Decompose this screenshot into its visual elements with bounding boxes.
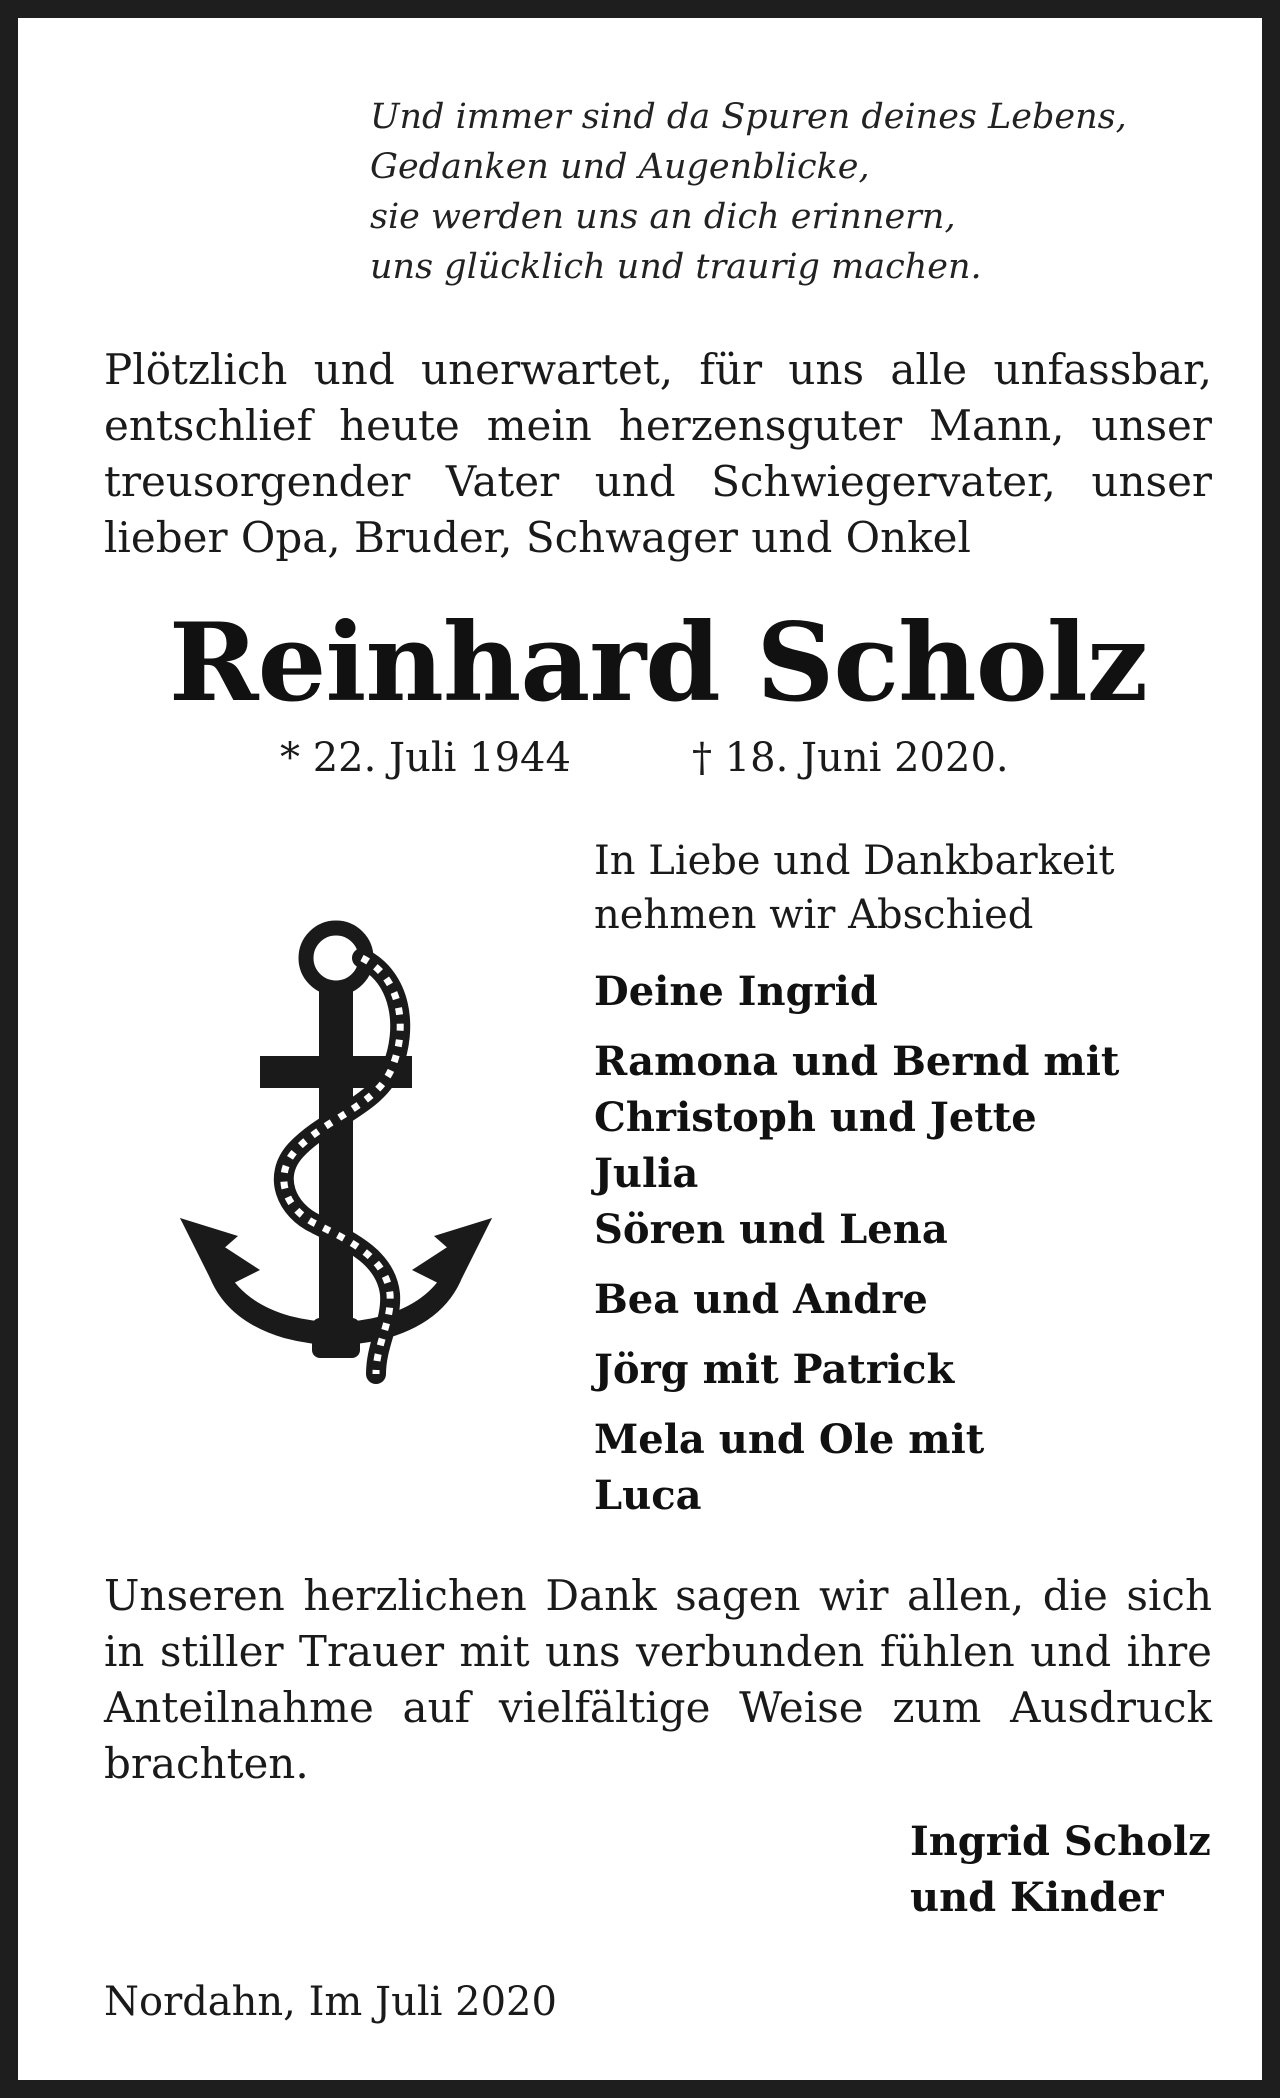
family-group [594, 1412, 1254, 1524]
farewell-text [594, 834, 1234, 942]
place-date: Nordahn, Im Juli 2020 [104, 1979, 557, 2025]
family-member: Julia [594, 1150, 699, 1197]
deceased-name: Reinhard Scholz [168, 600, 1148, 726]
signature-line: Ingrid Scholz [910, 1818, 1211, 1865]
family-member: Sören und Lena [594, 1206, 948, 1253]
poem-line: sie werden uns an dich erinnern, [370, 197, 956, 237]
poem-line: uns glücklich und traurig machen. [370, 247, 982, 287]
family-member: Christoph und Jette [594, 1094, 1037, 1141]
family-member: Luca [594, 1472, 702, 1519]
farewell-line: In Liebe und Dankbarkeit [594, 838, 1115, 884]
signature-line: und Kinder [910, 1874, 1164, 1921]
poem-verse [370, 92, 1250, 292]
family-member: Ramona und Bernd mit [594, 1038, 1120, 1085]
intro-text: Plötzlich und unerwartet, für uns alle unfassbar, entschlief heute mein herzensguter Mann, unser treusorgender Vater und Schwiegervater, unser lieber Opa, Bruder, Schwager und Onkel [104, 345, 1212, 562]
farewell-line: nehmen wir Abschied [594, 892, 1034, 938]
family-group [594, 1272, 1254, 1328]
family-member: Mela und Ole mit [594, 1416, 985, 1463]
anchor-icon [176, 918, 496, 1388]
life-dates [280, 730, 1080, 786]
family-group [594, 1342, 1254, 1398]
family-member: Deine Ingrid [594, 968, 878, 1015]
birth-date: * 22. Juli 1944 [280, 735, 571, 781]
family-list [594, 964, 1254, 1538]
family-group [594, 1034, 1254, 1258]
family-member: Bea und Andre [594, 1276, 928, 1323]
thanks-text: Unseren herzlichen Dank sagen wir allen, die sich in stiller Trauer mit uns verbunden fühlen und ihre Anteilnahme auf vielfältige Weise zum Ausdruck brachten. [104, 1571, 1212, 1788]
family-group [594, 964, 1254, 1020]
family-member: Jörg mit Patrick [594, 1346, 955, 1393]
signature [910, 1814, 1250, 1926]
poem-line: Gedanken und Augenblicke, [370, 147, 870, 187]
poem-line: Und immer sind da Spuren deines Lebens, [370, 97, 1127, 137]
death-date: † 18. Juni 2020. [692, 735, 1009, 781]
